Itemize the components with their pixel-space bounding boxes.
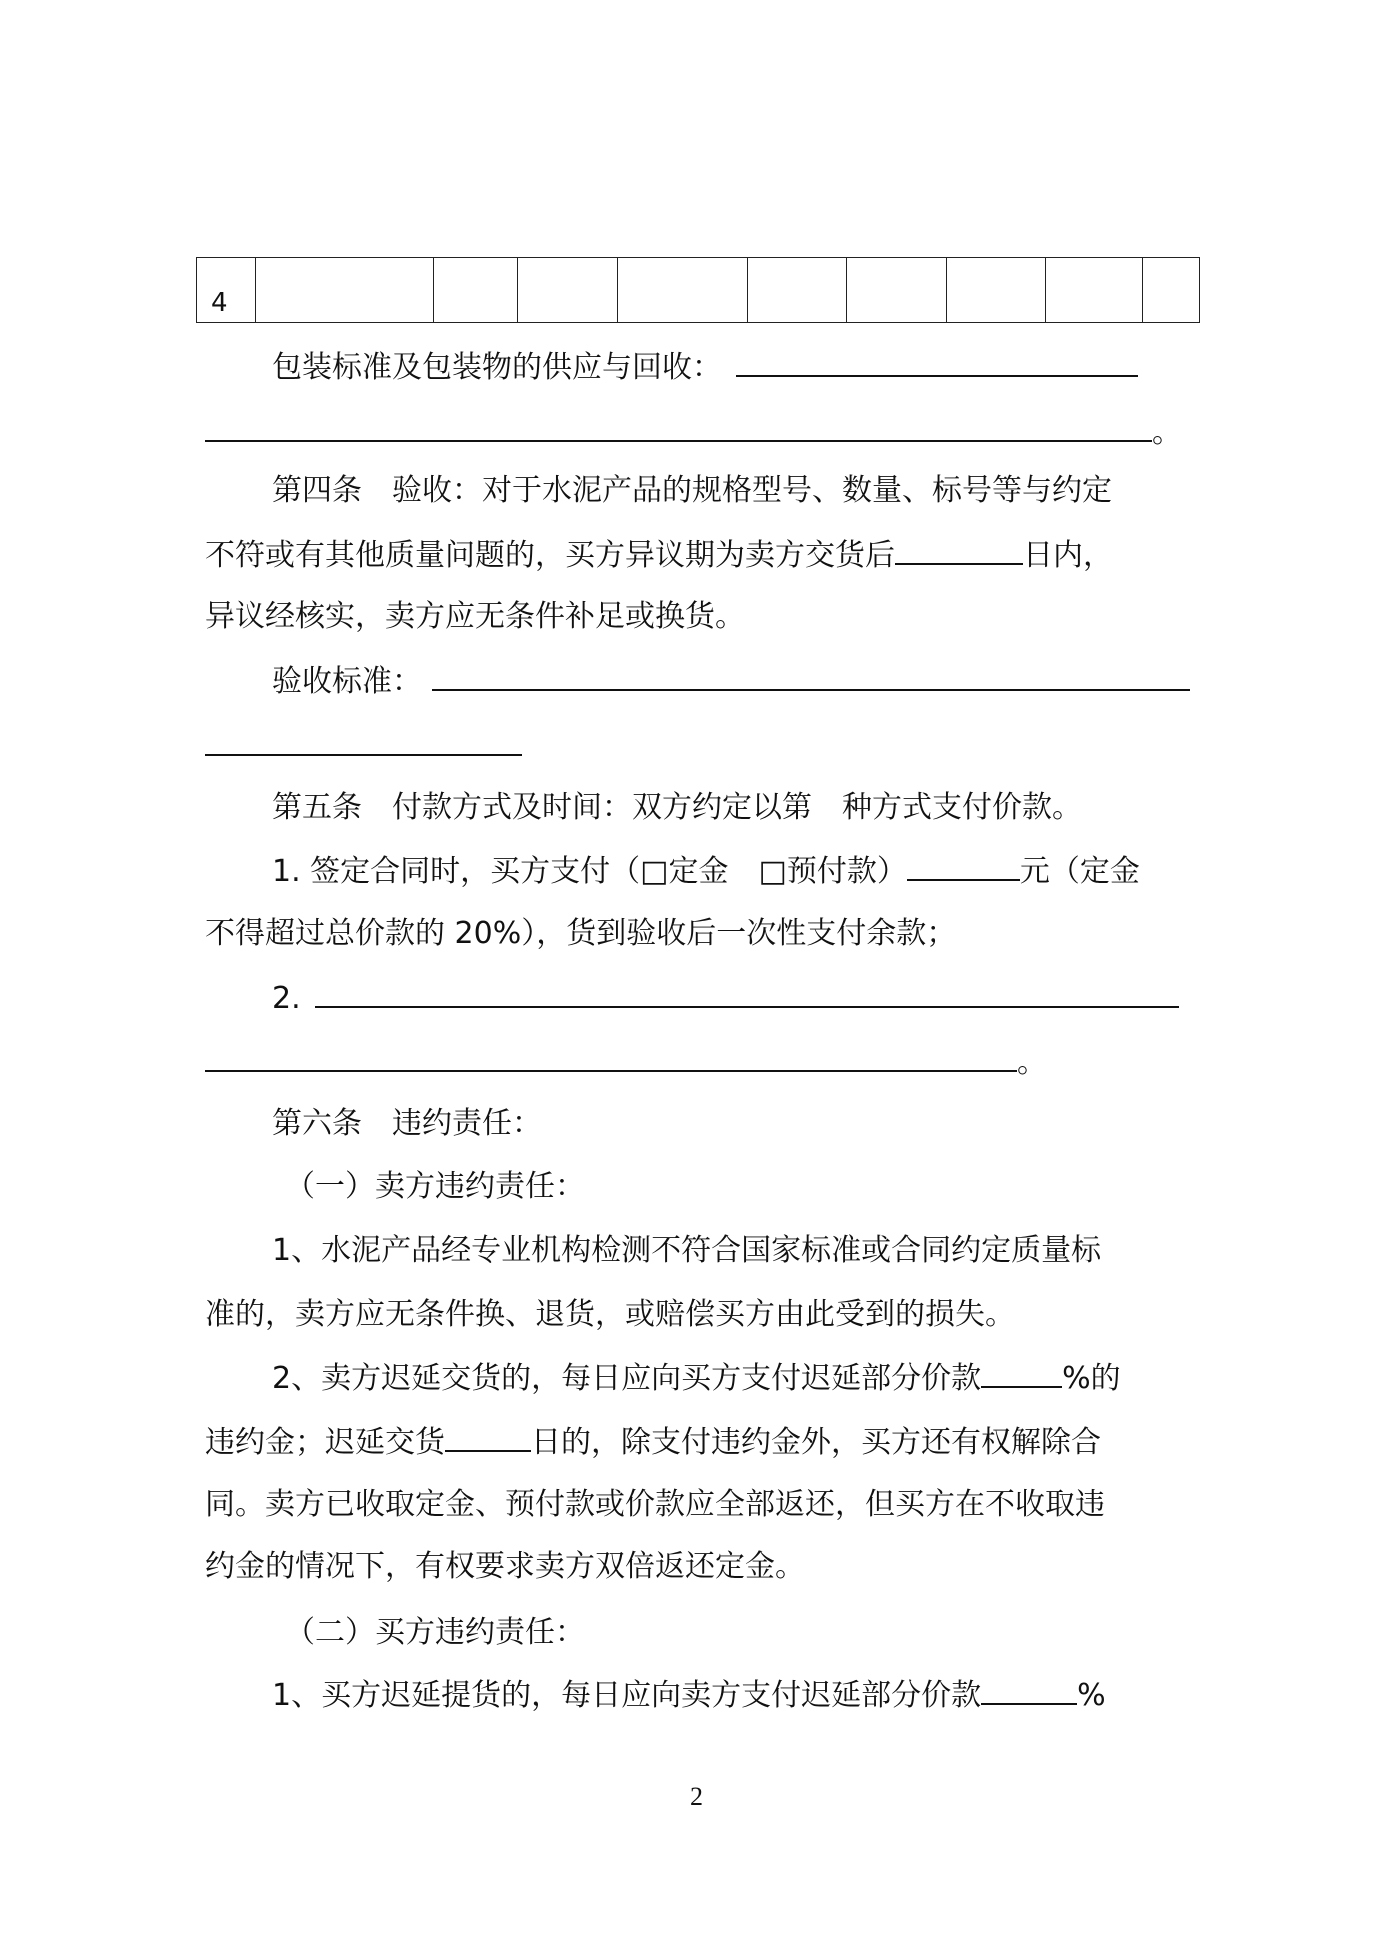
blank-field <box>205 412 1152 442</box>
table-cell <box>748 258 847 323</box>
packaging-line <box>272 347 1138 388</box>
row-number-cell: 4 <box>197 258 256 323</box>
buyer-liability-heading: （二）买方违约责任： <box>285 1615 585 1650</box>
packaging-label: 包装标准及包装物的供应与回收： <box>272 350 722 385</box>
table-cell <box>1143 258 1200 323</box>
text: 验收标准： <box>272 664 422 699</box>
blank-field <box>907 851 1020 881</box>
blank-field <box>981 1358 1062 1388</box>
text: 不符或有其他质量问题的，买方异议期为卖方交货后 <box>205 538 895 573</box>
blank-field <box>315 978 1179 1008</box>
seller-liability-heading: （一）卖方违约责任： <box>285 1169 585 1204</box>
table-cell <box>1046 258 1143 323</box>
goods-table <box>196 257 1200 323</box>
blank-field <box>981 1675 1077 1705</box>
table-cell <box>256 258 434 323</box>
text: 日内， <box>1023 538 1113 573</box>
text: 日的，除支付违约金外，买方还有权解除合 <box>531 1425 1101 1460</box>
acceptance-standard-line <box>272 661 1190 702</box>
period: 。 <box>1152 415 1182 450</box>
table-cell <box>947 258 1046 323</box>
article-5-heading: 第五条 付款方式及时间：双方约定以第 种方式支付价款。 <box>272 790 1082 825</box>
text: 1、买方迟延提货的，每日应向卖方支付迟延部分价款 <box>272 1678 982 1713</box>
blank-field <box>736 347 1138 377</box>
text: %的 <box>1062 1361 1121 1396</box>
text-line <box>205 1422 1101 1463</box>
table-cell <box>434 258 518 323</box>
blank-field <box>432 661 1190 691</box>
text: 违约金；迟延交货 <box>205 1425 445 1460</box>
blank-field <box>445 1422 531 1452</box>
text-line: 不得超过总价款的 20%），货到验收后一次性支付余款； <box>205 916 957 951</box>
blank-field <box>205 1042 1017 1072</box>
article-6-heading: 第六条 违约责任： <box>272 1106 542 1141</box>
text-line <box>205 535 1113 576</box>
blank-line <box>205 1042 1047 1083</box>
text: 2. <box>272 981 301 1016</box>
text-line <box>272 978 1179 1019</box>
text: 元（定金 <box>1019 854 1140 889</box>
text-line: 约金的情况下，有权要求卖方双倍返还定金。 <box>205 1549 805 1584</box>
blank-line <box>205 726 522 767</box>
page-number: 2 <box>690 1782 703 1811</box>
text-line: 异议经核实，卖方应无条件补足或换货。 <box>205 599 745 634</box>
text-line <box>272 851 1140 892</box>
packaging-line-2 <box>205 412 1182 453</box>
text: 1. 签定合同时，买方支付（□定金 □预付款） <box>272 854 907 889</box>
text-line: 同。卖方已收取定金、预付款或价款应全部返还，但买方在不收取违 <box>205 1487 1105 1522</box>
article-4-heading: 第四条 验收：对于水泥产品的规格型号、数量、标号等与约定 <box>272 473 1112 508</box>
text-line: 准的，卖方应无条件换、退货，或赔偿买方由此受到的损失。 <box>205 1297 1015 1332</box>
table-cell <box>847 258 947 323</box>
table-cell <box>618 258 748 323</box>
table-row <box>197 258 1200 323</box>
blank-field <box>205 726 522 756</box>
blank-field <box>895 535 1023 565</box>
period: 。 <box>1017 1045 1047 1080</box>
text-line <box>272 1358 1121 1399</box>
text: % <box>1077 1678 1106 1713</box>
text-line <box>272 1675 1106 1716</box>
table-cell <box>518 258 618 323</box>
text: 2、卖方迟延交货的，每日应向买方支付迟延部分价款 <box>272 1361 982 1396</box>
text-line: 1、水泥产品经专业机构检测不符合国家标准或合同约定质量标 <box>272 1233 1102 1268</box>
